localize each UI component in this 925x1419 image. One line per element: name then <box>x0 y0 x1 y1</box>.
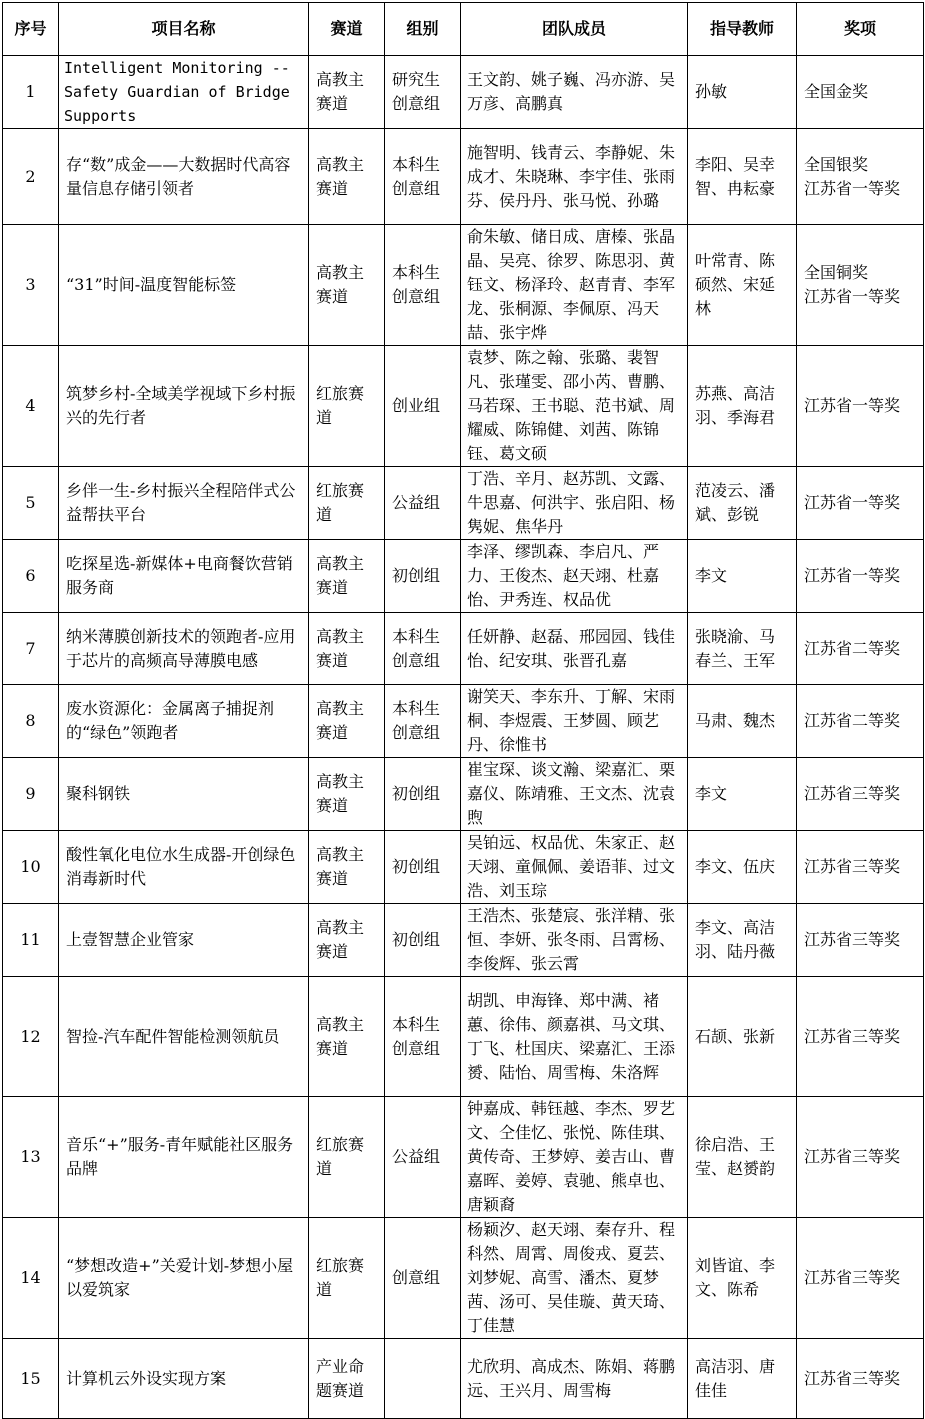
row-award: 江苏省三等奖 <box>797 831 924 904</box>
row-members: 钟嘉成、韩钰越、李杰、罗艺文、仝佳忆、张悦、陈佳琪、黄传奇、王梦婷、姜吉山、曹嘉晖、姜婷、袁驰、熊卓也、唐颖裔 <box>461 1097 688 1218</box>
row-group: 本科生创意组 <box>385 129 461 225</box>
table-row <box>3 758 924 831</box>
row-track: 高教主赛道 <box>309 831 385 904</box>
row-no: 2 <box>3 129 59 225</box>
row-track: 高教主赛道 <box>309 540 385 613</box>
row-teacher: 张晓渝、马春兰、王军 <box>688 613 797 685</box>
row-project-name: 聚科钢铁 <box>59 758 309 831</box>
row-teacher: 孙敏 <box>688 56 797 129</box>
row-members: 吴铂远、权品优、朱家正、赵天翊、童佩佩、姜语菲、过文浩、刘玉琮 <box>461 831 688 904</box>
row-group: 初创组 <box>385 831 461 904</box>
row-track: 红旅赛道 <box>309 467 385 540</box>
row-project-name: 音乐“+”服务-青年赋能社区服务品牌 <box>59 1097 309 1218</box>
row-award: 江苏省一等奖 <box>797 346 924 467</box>
row-no: 14 <box>3 1218 59 1339</box>
row-award: 江苏省三等奖 <box>797 758 924 831</box>
row-track: 高教主赛道 <box>309 904 385 977</box>
row-award: 江苏省二等奖 <box>797 613 924 685</box>
row-award: 江苏省三等奖 <box>797 1218 924 1339</box>
row-group: 初创组 <box>385 904 461 977</box>
row-no: 15 <box>3 1339 59 1419</box>
header-no: 序号 <box>3 3 59 56</box>
row-no: 9 <box>3 758 59 831</box>
row-teacher: 高洁羽、唐佳佳 <box>688 1339 797 1419</box>
row-no: 11 <box>3 904 59 977</box>
row-track: 红旅赛道 <box>309 346 385 467</box>
table-row <box>3 56 924 129</box>
row-members: 俞朱敏、储日成、唐榛、张晶晶、吴亮、徐罗、陈思羽、黄钰文、杨泽玲、赵青青、李军龙、张桐源、李佩原、冯天喆、张宇烨 <box>461 225 688 346</box>
row-project-name: Intelligent Monitoring -- Safety Guardian of Bridge Supports <box>59 56 309 129</box>
row-members: 王浩杰、张楚宸、张洋精、张恒、李妍、张冬雨、吕霄杨、李俊辉、张云霄 <box>461 904 688 977</box>
row-track: 高教主赛道 <box>309 225 385 346</box>
row-teacher: 叶常青、陈硕然、宋延林 <box>688 225 797 346</box>
row-track: 高教主赛道 <box>309 685 385 758</box>
row-teacher: 李文 <box>688 758 797 831</box>
row-teacher: 李阳、吴幸智、冉耘豪 <box>688 129 797 225</box>
row-no: 6 <box>3 540 59 613</box>
row-award: 江苏省三等奖 <box>797 1339 924 1419</box>
row-award: 江苏省三等奖 <box>797 1097 924 1218</box>
header-track: 赛道 <box>309 3 385 56</box>
row-project-name: 上壹智慧企业管家 <box>59 904 309 977</box>
table-row <box>3 1218 924 1339</box>
header-members: 团队成员 <box>461 3 688 56</box>
row-teacher: 范凌云、潘斌、彭锐 <box>688 467 797 540</box>
row-teacher: 刘皆谊、李文、陈希 <box>688 1218 797 1339</box>
row-teacher: 马肃、魏杰 <box>688 685 797 758</box>
row-group: 本科生创意组 <box>385 225 461 346</box>
row-group: 创业组 <box>385 346 461 467</box>
row-group: 本科生创意组 <box>385 977 461 1097</box>
row-award: 全国铜奖 江苏省一等奖 <box>797 225 924 346</box>
row-award: 江苏省一等奖 <box>797 540 924 613</box>
row-members: 尤欣玥、高成杰、陈娟、蒋鹏远、王兴月、周雪梅 <box>461 1339 688 1419</box>
row-members: 崔宝琛、谈文瀚、梁嘉汇、栗嘉仪、陈靖雅、王文杰、沈袁煦 <box>461 758 688 831</box>
table-row <box>3 540 924 613</box>
table-row <box>3 1097 924 1218</box>
table-row <box>3 904 924 977</box>
row-project-name: 计算机云外设实现方案 <box>59 1339 309 1419</box>
row-project-name: 吃探星选-新媒体+电商餐饮营销服务商 <box>59 540 309 613</box>
row-members: 袁梦、陈之翰、张璐、裴智凡、张瑾雯、邵小芮、曹鹏、马若琛、王书聪、范书斌、周耀威、陈锦健、刘茜、陈锦钰、葛文硕 <box>461 346 688 467</box>
table-row <box>3 346 924 467</box>
row-track: 高教主赛道 <box>309 129 385 225</box>
row-award: 江苏省三等奖 <box>797 977 924 1097</box>
row-teacher: 李文、伍庆 <box>688 831 797 904</box>
table-row <box>3 831 924 904</box>
row-track: 红旅赛道 <box>309 1097 385 1218</box>
awards-table <box>2 2 924 1419</box>
row-members: 胡凯、申海锋、郑中满、褚蕙、徐伟、颜嘉祺、马文琪、丁飞、杜国庆、梁嘉汇、王添赟、陆怡、周雪梅、朱洛辉 <box>461 977 688 1097</box>
table-row <box>3 225 924 346</box>
row-track: 产业命题赛道 <box>309 1339 385 1419</box>
row-award: 江苏省一等奖 <box>797 467 924 540</box>
row-members: 谢笑天、李东升、丁解、宋雨桐、李煜震、王梦圆、顾艺丹、徐惟书 <box>461 685 688 758</box>
header-award: 奖项 <box>797 3 924 56</box>
row-group: 创意组 <box>385 1218 461 1339</box>
row-track: 高教主赛道 <box>309 977 385 1097</box>
row-project-name: 纳米薄膜创新技术的领跑者-应用于芯片的高频高导薄膜电感 <box>59 613 309 685</box>
row-project-name: 乡伴一生-乡村振兴全程陪伴式公益帮扶平台 <box>59 467 309 540</box>
header-teacher: 指导教师 <box>688 3 797 56</box>
row-group: 初创组 <box>385 540 461 613</box>
row-teacher: 石颉、张新 <box>688 977 797 1097</box>
row-group: 初创组 <box>385 758 461 831</box>
row-group: 研究生创意组 <box>385 56 461 129</box>
row-group: 公益组 <box>385 1097 461 1218</box>
row-no: 13 <box>3 1097 59 1218</box>
header-group: 组别 <box>385 3 461 56</box>
row-no: 10 <box>3 831 59 904</box>
row-teacher: 李文 <box>688 540 797 613</box>
row-track: 高教主赛道 <box>309 758 385 831</box>
row-members: 李泽、缪凯森、李启凡、严力、王俊杰、赵天翊、杜嘉怡、尹秀连、权品优 <box>461 540 688 613</box>
row-members: 王文韵、姚子巍、冯亦游、吴万彦、高鹏真 <box>461 56 688 129</box>
row-award: 全国银奖 江苏省一等奖 <box>797 129 924 225</box>
row-project-name: 智捡-汽车配件智能检测领航员 <box>59 977 309 1097</box>
row-award: 江苏省三等奖 <box>797 904 924 977</box>
row-no: 5 <box>3 467 59 540</box>
row-track: 红旅赛道 <box>309 1218 385 1339</box>
table-row <box>3 613 924 685</box>
table-row <box>3 1339 924 1419</box>
row-members: 杨颖汐、赵天翊、秦存升、程科然、周霄、周俊戎、夏芸、刘梦妮、高雪、潘杰、夏梦茜、汤可、吴佳璇、黄天琦、丁佳慧 <box>461 1218 688 1339</box>
row-project-name: 酸性氧化电位水生成器-开创绿色消毒新时代 <box>59 831 309 904</box>
row-no: 12 <box>3 977 59 1097</box>
row-award: 江苏省二等奖 <box>797 685 924 758</box>
table-row <box>3 129 924 225</box>
header-project-name: 项目名称 <box>59 3 309 56</box>
row-award: 全国金奖 <box>797 56 924 129</box>
row-teacher: 徐启浩、王莹、赵赟韵 <box>688 1097 797 1218</box>
row-group <box>385 1339 461 1419</box>
table-row <box>3 977 924 1097</box>
row-no: 4 <box>3 346 59 467</box>
row-members: 任妍静、赵磊、邢园园、钱佳怡、纪安琪、张晋孔嘉 <box>461 613 688 685</box>
row-no: 7 <box>3 613 59 685</box>
row-group: 公益组 <box>385 467 461 540</box>
row-group: 本科生创意组 <box>385 685 461 758</box>
table-row <box>3 467 924 540</box>
row-teacher: 苏燕、高洁羽、季海君 <box>688 346 797 467</box>
row-track: 高教主赛道 <box>309 56 385 129</box>
row-no: 3 <box>3 225 59 346</box>
row-members: 丁浩、辛月、赵苏凯、文露、牛思嘉、何洪宇、张启阳、杨隽妮、焦华丹 <box>461 467 688 540</box>
awards-table-container <box>2 2 924 1419</box>
row-project-name: “梦想改造+”关爱计划-梦想小屋以爱筑家 <box>59 1218 309 1339</box>
row-group: 本科生创意组 <box>385 613 461 685</box>
row-members: 施智明、钱青云、李静妮、朱成才、朱晓琳、李宇佳、张雨芬、侯丹丹、张马悦、孙璐 <box>461 129 688 225</box>
row-project-name: 废水资源化：金属离子捕捉剂的“绿色”领跑者 <box>59 685 309 758</box>
row-project-name: “31”时间-温度智能标签 <box>59 225 309 346</box>
row-no: 1 <box>3 56 59 129</box>
row-project-name: 筑梦乡村-全域美学视域下乡村振兴的先行者 <box>59 346 309 467</box>
row-project-name: 存“数”成金——大数据时代高容量信息存储引领者 <box>59 129 309 225</box>
row-teacher: 李文、高洁羽、陆丹薇 <box>688 904 797 977</box>
row-track: 高教主赛道 <box>309 613 385 685</box>
header-row <box>3 3 924 56</box>
row-no: 8 <box>3 685 59 758</box>
table-row <box>3 685 924 758</box>
